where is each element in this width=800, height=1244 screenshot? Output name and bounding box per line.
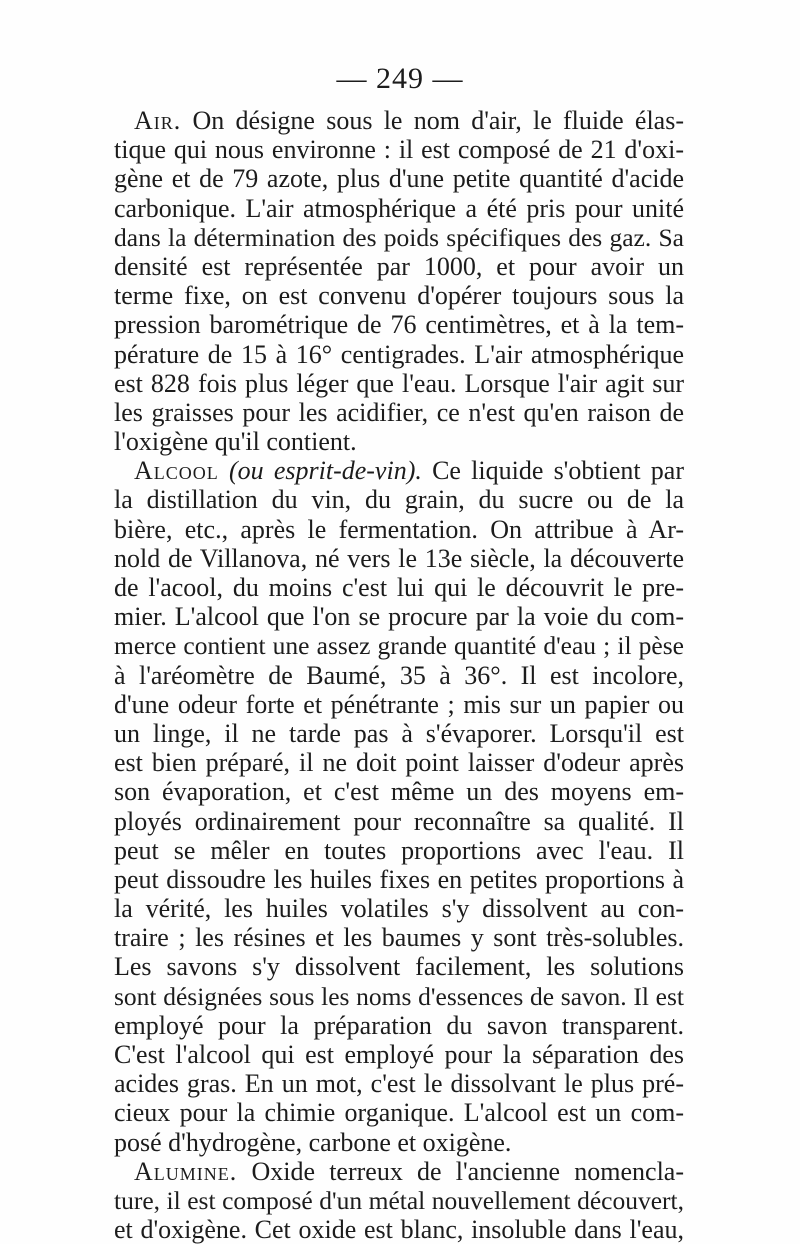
entry-air	[114, 106, 684, 456]
text-line: est bien préparé, il ne doit point laisser d'odeur après	[114, 748, 684, 778]
text-line: l'oxigène qu'il contient.	[114, 427, 357, 457]
text-line: terme fixe, on est convenu d'opérer toujours sous la	[114, 281, 684, 311]
text-line: bière, etc., après le fermentation. On attribue à Ar-	[114, 514, 684, 544]
text-line	[114, 106, 684, 135]
headword-air: Air.	[134, 106, 182, 135]
text-line: nold de Villanova, né vers le 13e siècle, la découverte	[114, 543, 684, 573]
text-line: la vérité, les huiles volatiles s'y dissolvent au con-	[114, 894, 684, 924]
text-line: traire ; les résines et les baumes y sont très-solubles.	[114, 923, 684, 953]
text-line: dans la détermination des poids spécifiques des gaz. Sa	[114, 222, 684, 252]
line-text: Oxide terreux de l'ancienne nomencla-	[237, 1156, 684, 1186]
text-line	[114, 456, 684, 485]
text-line: merce contient une assez grande quantité d'eau ; il pèse	[114, 631, 684, 661]
text-line: un linge, il ne tarde pas à s'évaporer. Lorsqu'il est	[114, 718, 684, 748]
headword-alumine: Alumine.	[134, 1156, 238, 1186]
line-text: On désigne sous le nom d'air, le fluide élas-	[181, 106, 684, 135]
text-line: mier. L'alcool que l'on se procure par la voie du com-	[114, 602, 684, 632]
text-line: peut se mêler en toutes proportions avec l'eau. Il	[114, 835, 684, 865]
dictionary-text	[114, 106, 684, 1244]
text-line: d'une odeur forte et pénétrante ; mis sur un papier ou	[114, 689, 684, 719]
text-line: pression barométrique de 76 centimètres, et à la tem-	[114, 310, 684, 340]
text-line: de l'acool, du moins c'est lui qui le découvrit le pre-	[114, 573, 684, 602]
text-line: les graisses pour les acidifier, ce n'est qu'en raison de	[114, 397, 684, 427]
text-line: sont désignées sous les noms d'essences de savon. Il est	[114, 981, 684, 1011]
text-line: peut dissoudre les huiles fixes en petites proportions à	[114, 864, 684, 894]
text-line	[114, 1157, 684, 1186]
text-line: employé pour la préparation du savon transparent.	[114, 1010, 684, 1040]
page-number: — 249 —	[336, 62, 464, 95]
entry-alcool	[114, 456, 684, 1157]
line-text: Ce liquide s'obtient par	[421, 456, 684, 486]
entry-alumine	[114, 1157, 684, 1244]
text-line: Les savons s'y dissolvent facilement, les solutions	[114, 952, 684, 982]
text-line: son évaporation, et c'est même un des moyens em-	[114, 777, 684, 807]
text-line: gène et de 79 azote, plus d'une petite quantité d'acide	[114, 164, 684, 194]
text-line: est 828 fois plus léger que l'eau. Lorsque l'air agit sur	[114, 368, 684, 398]
text-line: tique qui nous environne : il est composé de 21 d'oxi-	[114, 135, 684, 165]
text-line: C'est l'alcool qui est employé pour la séparation des	[114, 1040, 684, 1069]
text-line: carbonique. L'air atmosphérique a été pris pour unité	[114, 193, 684, 223]
text-line: densité est représentée par 1000, et pour avoir un	[114, 251, 684, 281]
synonym-text: (ou esprit-de-vin).	[218, 456, 422, 486]
text-line: ployés ordinairement pour reconnaître sa qualité. Il	[114, 806, 684, 836]
text-line: posé d'hydrogène, carbone et oxigène.	[114, 1127, 512, 1157]
text-line: à l'aréomètre de Baumé, 35 à 36°. Il est incolore,	[114, 660, 684, 690]
text-line: la distillation du vin, du grain, du sucre ou de la	[114, 485, 684, 515]
text-line: ture, il est composé d'un métal nouvellement découvert,	[114, 1185, 684, 1215]
headword-alcool: Alcool	[134, 456, 219, 486]
text-line: pérature de 15 à 16° centigrades. L'air atmosphérique	[114, 339, 684, 369]
text-line: acides gras. En un mot, c'est le dissolvant le plus pré-	[114, 1069, 684, 1099]
text-line: cieux pour la chimie organique. L'alcool est un com-	[114, 1098, 684, 1128]
text-line: et d'oxigène. Cet oxide est blanc, insoluble dans l'eau,	[114, 1215, 684, 1244]
